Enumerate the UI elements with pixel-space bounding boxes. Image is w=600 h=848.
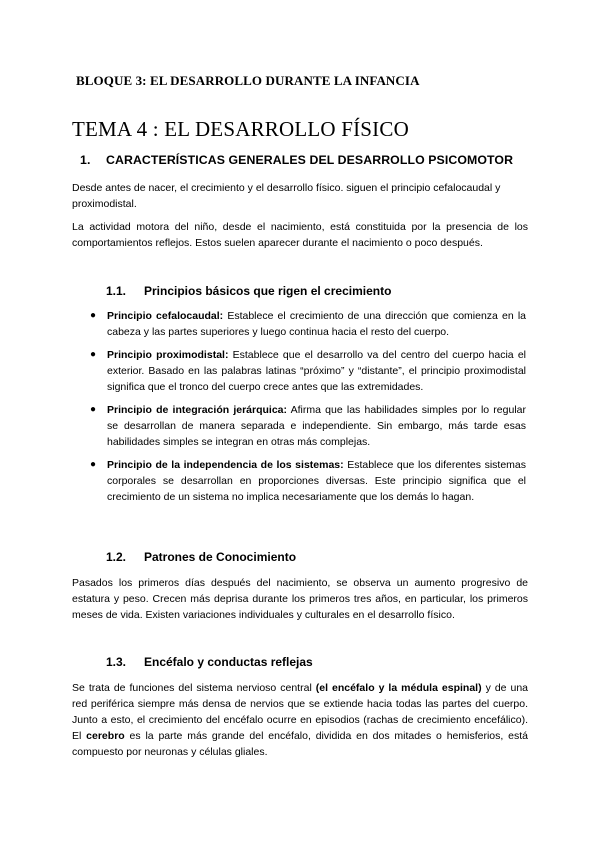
paragraph-emphasis: cerebro (86, 730, 125, 742)
list-item (90, 402, 526, 450)
block-heading: BLOQUE 3: EL DESARROLLO DURANTE LA INFANCIA (76, 73, 420, 88)
principle-term: Principio proximodistal: (107, 349, 229, 361)
list-item (90, 457, 526, 505)
section-1-paragraph-2: La actividad motora del niño, desde el nacimiento, está constituida por la presencia de los comportamientos reflejos. Estos suelen aparecer durante el nacimiento o poco después. (72, 221, 528, 249)
section-1-3-number: 1.3. (106, 655, 127, 669)
section-1-2-heading (106, 550, 526, 564)
section-1-2-title: Patrones de Conocimiento (144, 550, 297, 564)
paragraph-text: y de una red periférica siempre más densa de nervios que se extiende hacia todas las partes del cuerpo. Junto a esto, el crecimiento del encéfalo ocurre en episodios (rachas de crecimiento encefálico). El (72, 682, 528, 742)
section-1-title: CARACTERÍSTICAS GENERALES DEL DESARROLLO PSICOMOTOR (106, 153, 514, 167)
principles-list (90, 347, 526, 395)
principle-text: Afirma que las habilidades simples por lo regular se desarrollan de manera separada e independiente. Sin embargo, más tarde esas habilidades simples se integran en otras más complejas. (107, 404, 526, 448)
bullet-icon: ● (90, 349, 97, 360)
principle-term: Principio de la independencia de los sistemas: (107, 459, 344, 471)
section-1-paragraph-1: Desde antes de nacer, el crecimiento y el desarrollo físico. siguen el principio cefalocaudal y proximodistal. (72, 182, 501, 210)
section-1-1-title: Principios básicos que rigen el crecimiento (144, 284, 392, 298)
bullet-icon: ● (90, 310, 97, 321)
section-1-1-number: 1.1. (106, 284, 127, 298)
section-1-3-title: Encéfalo y conductas reflejas (144, 655, 313, 669)
principle-text: Establece que los diferentes sistemas corporales se desarrollan en proporciones diversas. Este principio significa que el crecimiento de un sistema no implica necesariamente que los demás lo hagan. (107, 459, 527, 503)
section-1-number: 1. (80, 153, 91, 167)
section-1-3-heading (106, 655, 526, 669)
section-1-3-paragraph (72, 680, 528, 760)
principles-list (90, 457, 526, 505)
list-item (90, 347, 526, 395)
chapter-title: TEMA 4 : EL DESARROLLO FÍSICO (72, 117, 409, 141)
principle-text: Establece que el desarrollo va del centro del cuerpo hacia el exterior. Basado en las palabras latinas “próximo” y “distante”, el principio proximodistal significa que el tronco del cuerpo crece antes que las extremidades. (107, 349, 527, 393)
principle-term: Principio de integración jerárquica: (107, 404, 288, 416)
list-item (90, 308, 526, 340)
principle-text: Establece el crecimiento de una dirección que comienza en la cabeza y las partes superiores y luego continua hacia el resto del cuerpo. (107, 310, 526, 338)
bullet-icon: ● (90, 404, 97, 415)
section-1-2-paragraph: Pasados los primeros días después del nacimiento, se observa un aumento progresivo de estatura y peso. Crecen más deprisa durante los primeros tres años, en particular, los primeros meses de vida. Existen variaciones individuales y culturales en el desarrollo físico. (72, 577, 528, 621)
paragraph-text: es la parte más grande del encéfalo, dividida en dos mitades o hemisferios, está compuesto por neuronas y células gliales. (72, 730, 528, 758)
paragraph-text: Se trata de funciones del sistema nervioso central (72, 682, 316, 694)
principle-term: Principio cefalocaudal: (107, 310, 224, 322)
section-1-2-number: 1.2. (106, 550, 127, 564)
principles-list (90, 402, 526, 450)
paragraph-emphasis: (el encéfalo y la médula espinal) (315, 682, 482, 694)
bullet-icon: ● (90, 459, 97, 470)
section-1-heading (80, 153, 540, 167)
section-1-1-heading (106, 284, 526, 298)
principles-list (90, 308, 526, 340)
